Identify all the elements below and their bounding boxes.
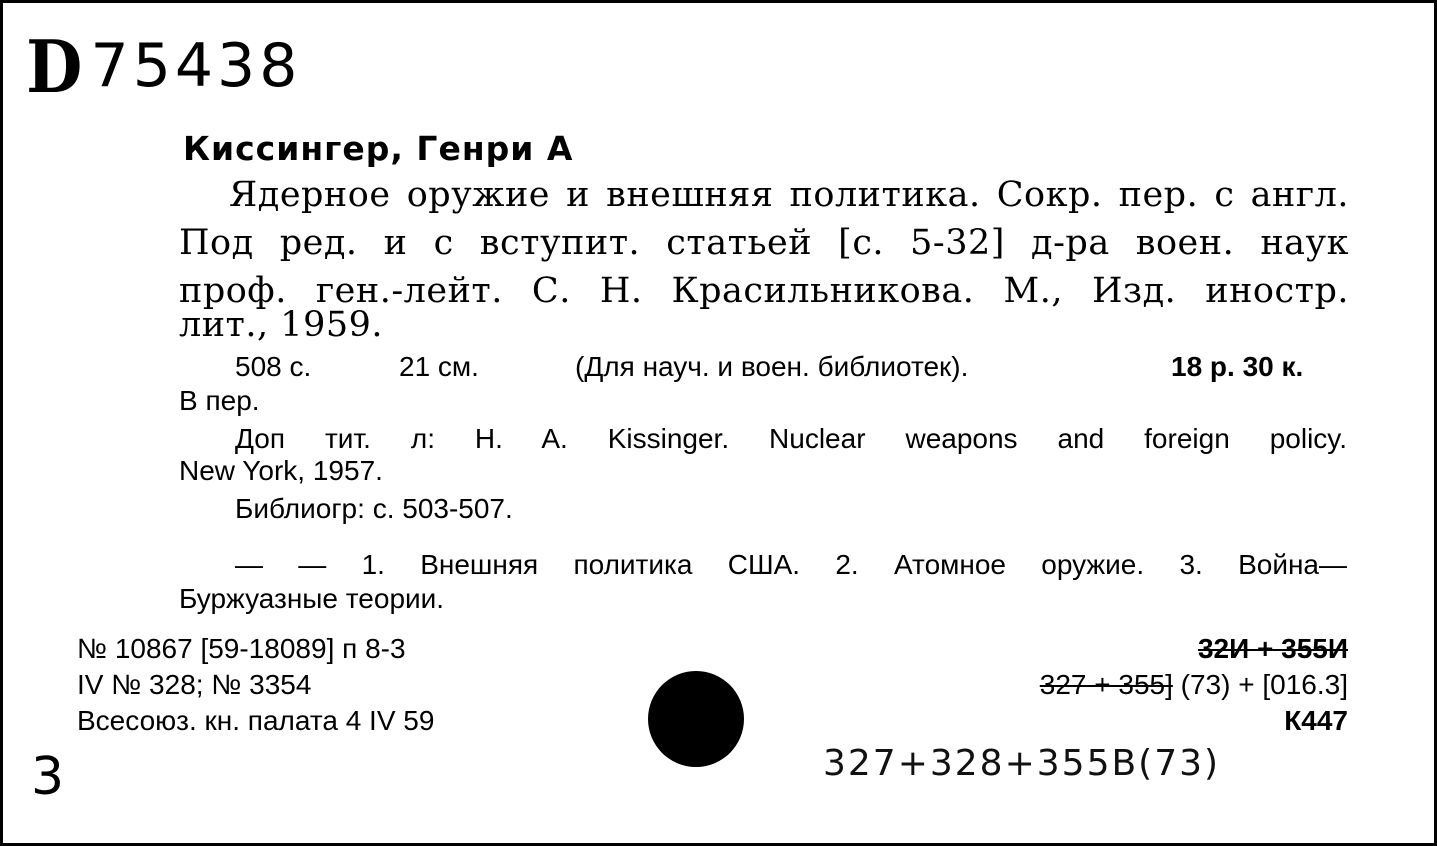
- title-line-2: Под ред. и с вступит. статьей [с. 5-32] д-ра воен. наук: [179, 223, 1349, 263]
- title-line-1: Ядерное оружие и внешняя политика. Сокр. пер. с англ.: [229, 175, 1349, 215]
- subjects-line-2: Буржуазные теории.: [179, 583, 445, 614]
- bibliography: Библиогр: с. 503-507.: [235, 493, 513, 524]
- call-number-letter: D: [26, 24, 83, 109]
- title-line-4: лит., 1959.: [179, 305, 383, 345]
- orig-title-line-2: New York, 1957.: [179, 455, 383, 486]
- punch-hole: [648, 671, 744, 767]
- author-heading: Киссингер, Генри А: [183, 129, 574, 168]
- footer-left-2: IV № 328; № 3354: [77, 669, 312, 700]
- price: 18 р. 30 к.: [1171, 351, 1304, 382]
- orig-title-line-1: Доп тит. л: H. A. Kissinger. Nuclear weapons and foreign policy.: [235, 423, 1347, 454]
- title-line-3: проф. ген.-лейт. С. Н. Красильникова. М., Изд. иностр.: [179, 271, 1349, 311]
- footer-right-1: 32И + 355И: [1197, 633, 1348, 664]
- handwritten-classification: 327+328+355В(73): [823, 743, 1221, 784]
- binding: В пер.: [179, 385, 260, 416]
- footer-right-2: [1040, 669, 1348, 701]
- size: 21 см.: [399, 351, 479, 382]
- footer-right-2-rest: (73) + [016.3]: [1180, 669, 1348, 700]
- call-number-digits: 75438: [90, 31, 302, 101]
- subjects-line-1: — — 1. Внешняя политика США. 2. Атомное оружие. 3. Война—: [235, 549, 1347, 580]
- handwritten-corner-mark: 3: [31, 747, 65, 807]
- call-number: [23, 24, 302, 112]
- pages: 508 с.: [235, 351, 312, 382]
- footer-right-2-struck: 327 + 355]: [1039, 669, 1173, 700]
- series: (Для науч. и воен. библиотек).: [575, 351, 969, 382]
- footer-left-3: Всесоюз. кн. палата 4 IV 59: [77, 705, 435, 736]
- footer-right-3: К447: [1284, 705, 1348, 736]
- footer-left-1: № 10867 [59-18089] п 8-3: [77, 633, 406, 664]
